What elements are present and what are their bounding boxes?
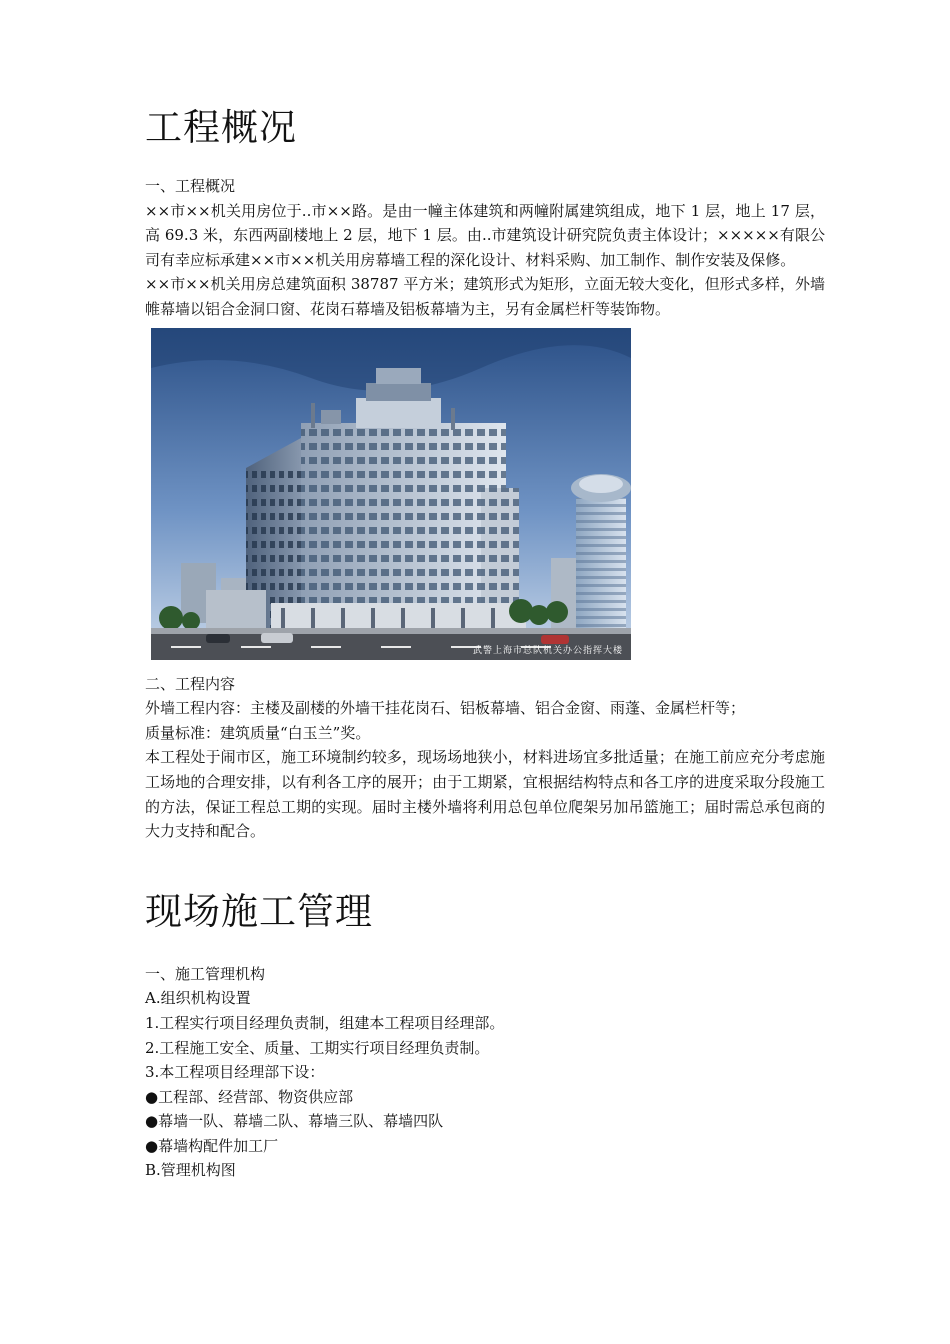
section-title-overview: 工程概况	[145, 106, 297, 149]
paragraph-exterior-work: 外墙工程内容：主楼及副楼的外墙干挂花岗石、铝板幕墙、铝合金窗、雨蓬、金属栏杆等；	[145, 699, 746, 718]
paragraph-site-conditions: 本工程处于闹市区，施工环境制约较多，现场场地狭小，材料进场宜多批适量；在施工前应充分考虑施工场地的合理安排，以有利各工序的展开；由于工期紧，宜根据结构特点和各工序的进度采取分段施工的方法，保证工程总工期的实现。届时主楼外墙将利用总包单位爬架另加吊篮施工；届时需总承包商的大力支持和配合。	[145, 748, 825, 841]
list-item: 1.工程实行项目经理负责制，组建本工程项目经理部。	[145, 1013, 505, 1032]
bullet-item: ●幕墙一队、幕墙二队、幕墙三队、幕墙四队	[145, 1112, 444, 1131]
paragraph-area: ××市××机关用房总建筑面积 38787 平方米；建筑形式为矩形，立面无较大变化，但形式多样，外墙帷幕墙以铝合金洞口窗、花岗石幕墙及铝板幕墙为主，另有金属栏杆等装饰物。	[145, 275, 825, 318]
heading-org-chart: B.管理机构图	[145, 1161, 236, 1180]
document-content	[145, 100, 825, 1183]
section-title-site-management: 现场施工管理	[145, 889, 373, 933]
bullet-item: ●工程部、经营部、物资供应部	[145, 1087, 354, 1106]
building-illustration	[151, 328, 631, 660]
heading-org-setup: A.组织机构设置	[145, 989, 251, 1008]
photo-caption: 武警上海市总队机关办公指挥大楼	[472, 645, 623, 656]
list-item: 2.工程施工安全、质量、工期实行项目经理负责制。	[145, 1038, 490, 1057]
list-item: 3.本工程项目经理部下设：	[145, 1063, 325, 1082]
subheading-management-org: 一、施工管理机构	[145, 964, 266, 983]
paragraph-quality-standard: 质量标准：建筑质量“白玉兰”奖。	[145, 723, 371, 742]
subheading-content: 二、工程内容	[145, 674, 236, 693]
paragraph-location: ××市××机关用房位于..市××路。是由一幢主体建筑和两幢附属建筑组成，地下 1 层，地上 17 层，高 69.3 米，东西两副楼地上 2 层，地下 1 层。由..市建筑设计研究院负责主体设计；×××××有限公司有幸应标承建××市××机关用房幕墙工程的深化设计、材料采购、加工制作、制作安装及保修。	[145, 201, 825, 269]
subheading-overview: 一、工程概况	[145, 177, 236, 195]
building-photo	[151, 328, 631, 660]
bullet-item: ●幕墙构配件加工厂	[145, 1136, 279, 1155]
